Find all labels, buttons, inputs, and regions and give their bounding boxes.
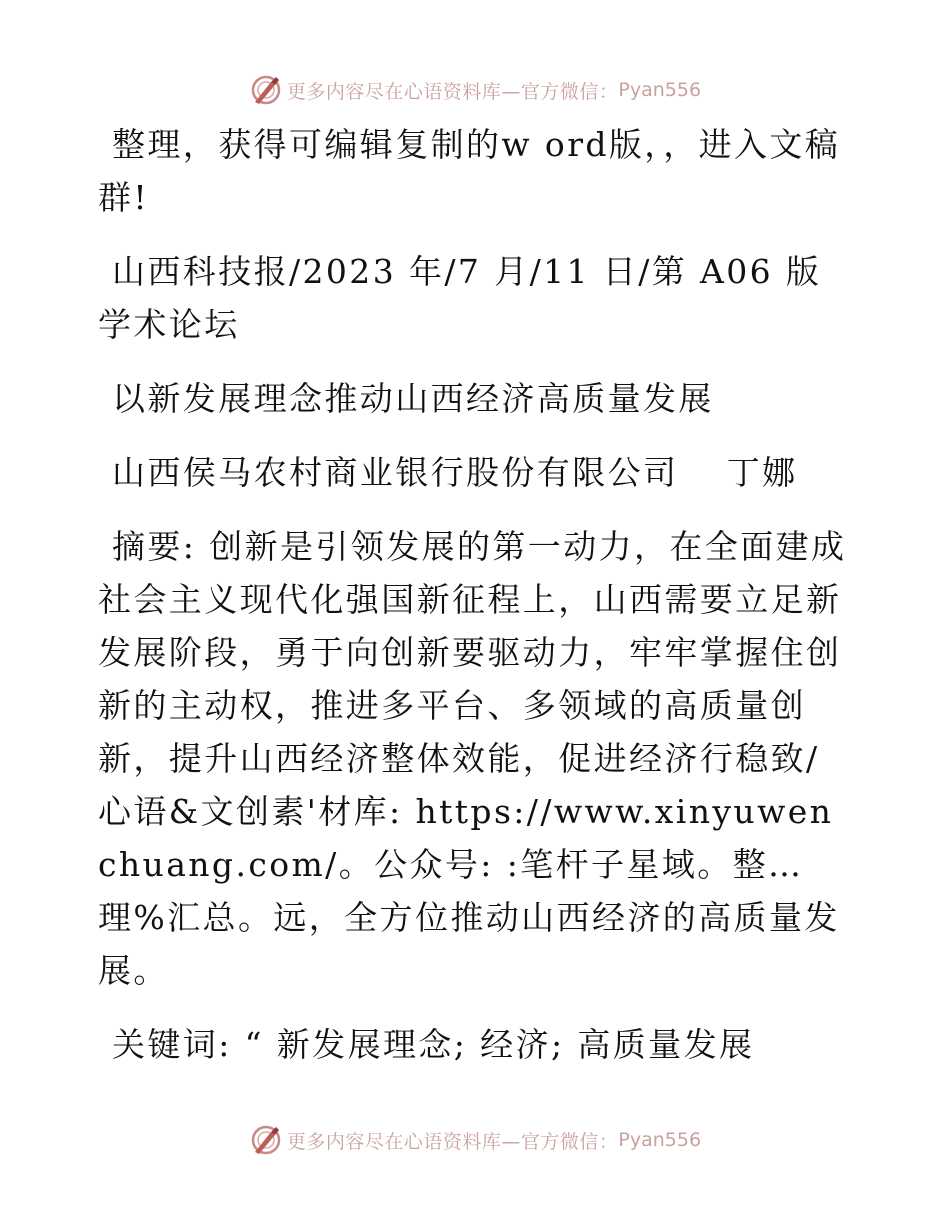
keywords-line: 关键词: “ 新发展理念; 经济; 高质量发展 (112, 1025, 755, 1064)
pen-logo-icon (249, 73, 283, 107)
intro-paragraph: 整理，获得可编辑复制的w ord版，，进入文稿群! (98, 125, 841, 217)
source-line: 山西科技报/2023 年/7 月/11 日/第 A06 版学术论坛 (98, 252, 822, 344)
watermark-text: 更多内容尽在心语资料库—官方微信： (286, 1130, 619, 1153)
watermark-text: 更多内容尽在心语资料库—官方微信： (286, 80, 619, 103)
document-body (98, 118, 850, 1092)
abstract-paragraph: 摘要: 创新是引领发展的第一动力，在全面建成社会主义现代化强国新征程上，山西需要立足新发展阶段，勇于向创新要驱动力，牢牢掌握住创新的主动权，推进多平台、多领域的高质量创新，提升山西经济整体效能，促进经济行稳致/心语&文创素'材库: https://www.xinyuwenchuang.com/。公众号: :笔杆子星域。整…理%汇总。远，全方位推动山西经济的高质量发展。 (98, 527, 847, 990)
watermark-wechat-id: Pyan556 (618, 79, 702, 101)
header-watermark (0, 72, 950, 108)
author-line: 山西侯马农村商业银行股份有限公司 丁娜 (112, 453, 798, 492)
watermark-wechat-id: Pyan556 (618, 1129, 702, 1151)
article-title: 以新发展理念推动山西经济高质量发展 (112, 379, 714, 418)
footer-watermark (0, 1122, 950, 1158)
pen-logo-icon (249, 1123, 283, 1157)
